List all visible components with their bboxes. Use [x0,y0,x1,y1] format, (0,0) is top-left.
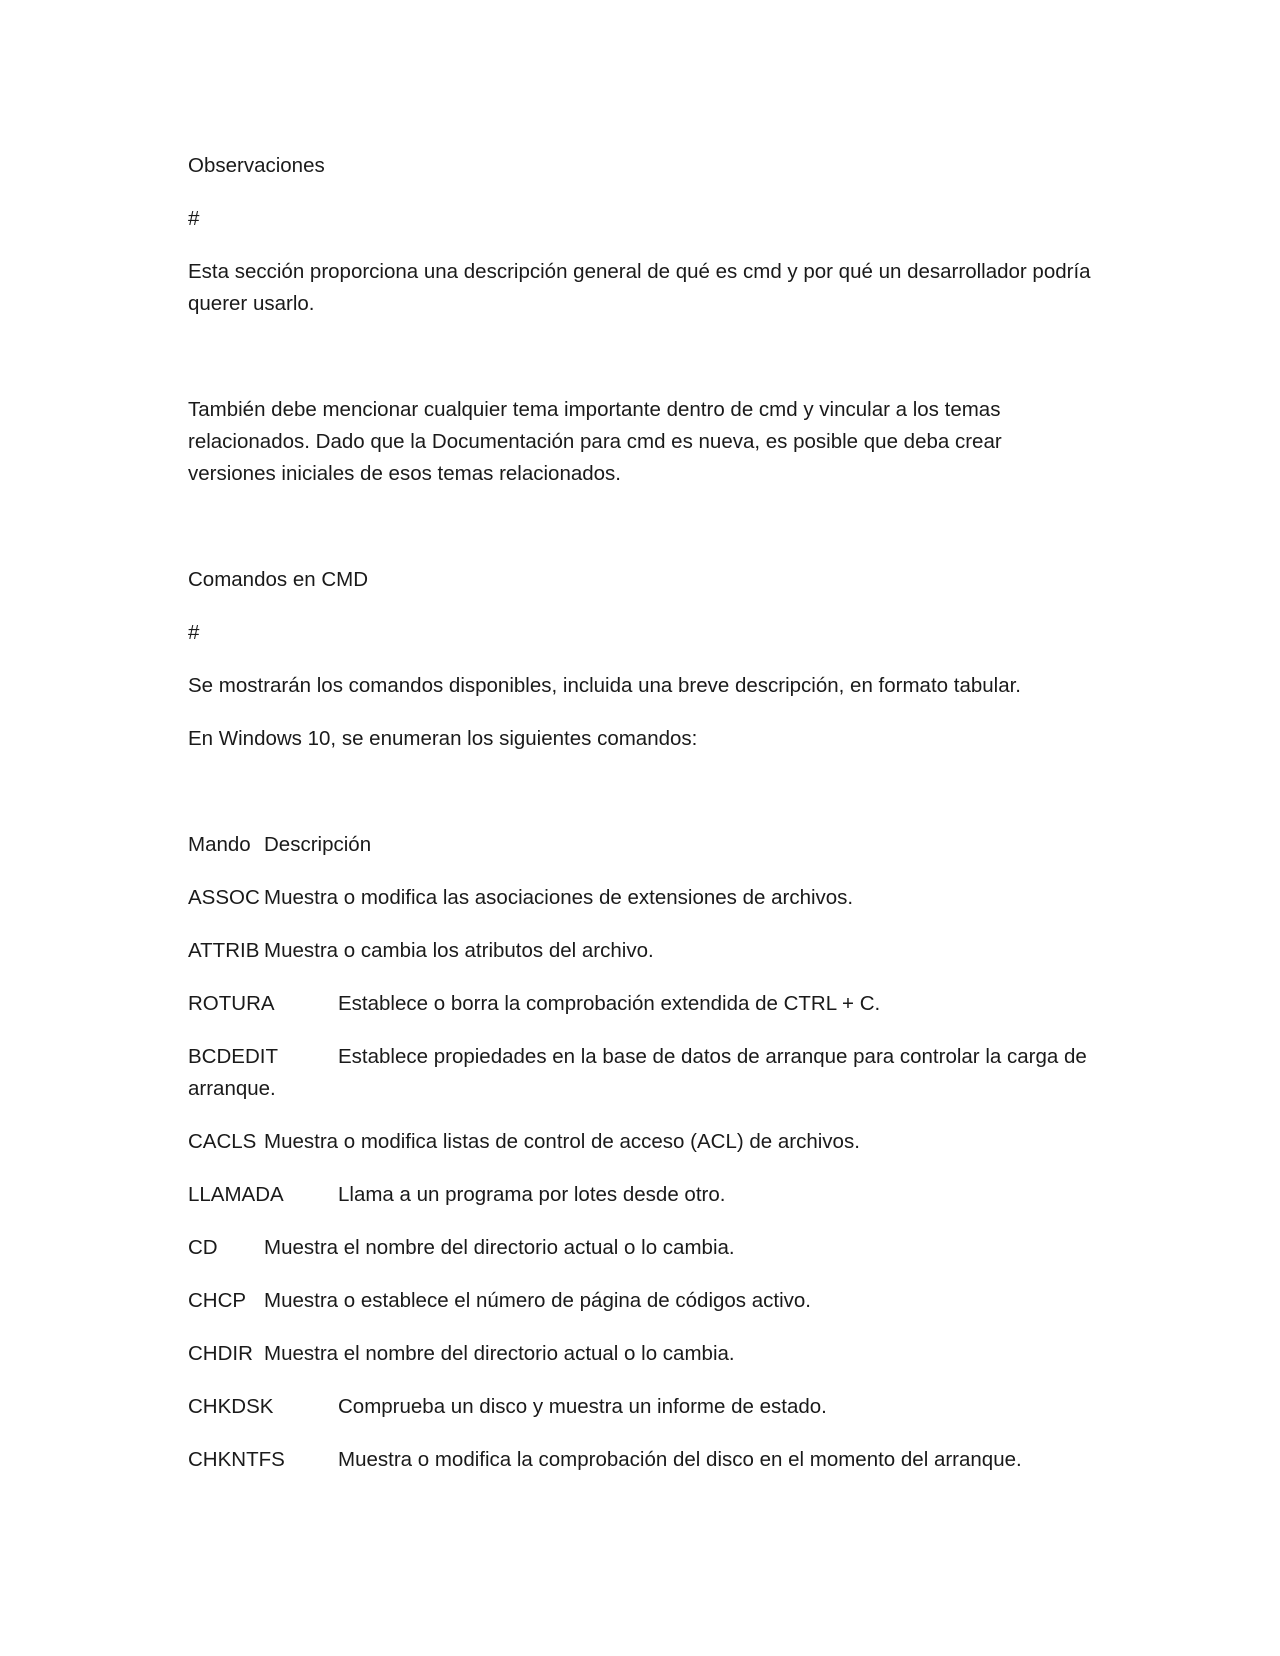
table-row [188,1126,1093,1158]
command-name: CHDIR [188,1342,253,1365]
table-row [188,1232,1093,1264]
command-name: BCDEDIT [188,1045,278,1068]
command-name: CHCP [188,1289,247,1312]
table-row [188,1444,1093,1476]
table-row [188,988,1093,1020]
command-description: Llama a un programa por lotes desde otro. [338,1183,726,1206]
blank-line [188,776,1093,808]
table-row [188,1041,1093,1105]
command-name: ATTRIB [188,939,260,962]
command-name: CHKDSK [188,1395,274,1418]
blank-line [188,341,1093,373]
command-name: ROTURA [188,992,275,1015]
table-row [188,882,1093,914]
paragraph-related-topics: También debe mencionar cualquier tema importante dentro de cmd y vincular a los temas relacionados. Dado que la Documentación para cmd es nueva, es posible que deba crear versiones iniciales de esos temas relacionados. [188,398,1008,485]
table-row [188,935,1093,967]
blank-line [188,511,1093,543]
paragraph-windows10: En Windows 10, se enumeran los siguientes comandos: [188,727,698,750]
document-page [188,150,1097,1497]
section-heading-comandos: Comandos en CMD [188,568,369,591]
table-row [188,1338,1093,1370]
section-heading-observaciones: Observaciones [188,154,325,177]
command-table-header [188,829,1093,861]
hash-marker: # [188,621,200,644]
command-name: ASSOC [188,886,260,909]
table-row [188,1179,1093,1211]
command-description: Muestra o cambia los atributos del archivo. [264,939,654,962]
command-description: Muestra o establece el número de página de códigos activo. [264,1289,812,1312]
command-description: Comprueba un disco y muestra un informe de estado. [338,1395,827,1418]
command-description: Muestra el nombre del directorio actual o lo cambia. [264,1236,735,1259]
command-description: Muestra o modifica la comprobación del disco en el momento del arranque. [338,1448,1022,1471]
command-description: Establece propiedades en la base de datos de arranque para controlar la carga de arranque. [188,1045,1087,1100]
command-name: CD [188,1236,218,1259]
command-name: LLAMADA [188,1183,284,1206]
header-description: Descripción [264,833,372,856]
command-description: Muestra o modifica listas de control de acceso (ACL) de archivos. [264,1130,860,1153]
paragraph-overview: Esta sección proporciona una descripción general de qué es cmd y por qué un desarrollador podría querer usarlo. [188,260,1097,315]
paragraph-commands-intro: Se mostrarán los comandos disponibles, incluida una breve descripción, en formato tabular. [188,674,1021,697]
command-description: Muestra o modifica las asociaciones de extensiones de archivos. [264,886,854,909]
header-command: Mando [188,833,251,856]
table-row [188,1285,1093,1317]
table-row [188,1391,1093,1423]
command-name: CHKNTFS [188,1448,285,1471]
command-description: Muestra el nombre del directorio actual o lo cambia. [264,1342,735,1365]
command-name: CACLS [188,1130,257,1153]
command-description: Establece o borra la comprobación extendida de CTRL + C. [338,992,881,1015]
hash-marker: # [188,207,200,230]
